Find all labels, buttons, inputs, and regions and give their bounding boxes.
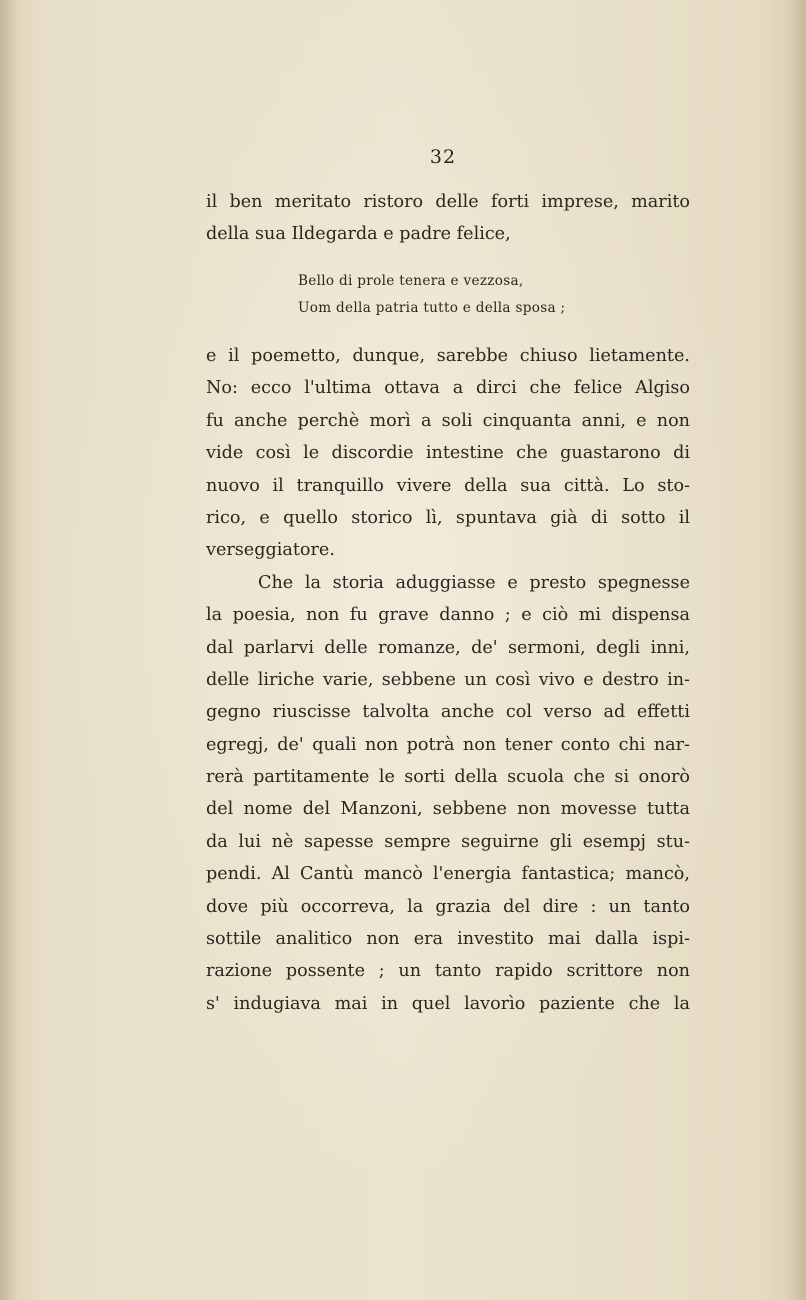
verse-quotation bbox=[298, 268, 618, 322]
page-left-edge bbox=[0, 0, 18, 1300]
paragraph-first-line: Che la storia aduggiasse e presto spegnesse bbox=[258, 572, 690, 593]
text-line: del nome del Manzoni, sebbene non movesse tutta bbox=[206, 799, 690, 820]
text-line: sottile analitico non era investito mai dalla ispi- bbox=[206, 929, 690, 950]
text-line: fu anche perchè morì a soli cinquanta anni, e non bbox=[206, 410, 690, 431]
verse-line: Bello di prole tenera e vezzosa, bbox=[298, 273, 524, 289]
text-line: delle liriche varie, sebbene un così vivo e destro in- bbox=[206, 669, 690, 690]
page-right-edge bbox=[788, 0, 806, 1300]
text-line: dove più occorreva, la grazia del dire : un tanto bbox=[206, 896, 690, 917]
text-line: verseggiatore. bbox=[206, 540, 335, 561]
text-line: il ben meritato ristoro delle forti imprese, marito bbox=[206, 192, 690, 212]
text-line: razione possente ; un tanto rapido scrittore non bbox=[206, 961, 690, 982]
body-text bbox=[206, 340, 690, 1020]
text-line: egregj, de' quali non potrà non tener conto chi nar- bbox=[206, 734, 690, 755]
text-line: rerà partitamente le sorti della scuola che si onorò bbox=[206, 767, 690, 788]
paragraph-continuation bbox=[206, 186, 690, 251]
text-line: rico, e quello storico lì, spuntava già di sotto il bbox=[206, 507, 690, 528]
text-line: della sua Ildegarda e padre felice, bbox=[206, 224, 511, 245]
text-line: e il poemetto, dunque, sarebbe chiuso lietamente. bbox=[206, 346, 690, 366]
text-line: s' indugiava mai in quel lavorìo paziente che la bbox=[206, 993, 690, 1014]
text-line: gegno riuscisse talvolta anche col verso ad effetti bbox=[206, 702, 690, 723]
page-number: 32 bbox=[429, 146, 457, 168]
text-line: la poesia, non fu grave danno ; e ciò mi dispensa bbox=[206, 605, 690, 626]
verse-line: Uom della patria tutto e della sposa ; bbox=[298, 300, 566, 316]
text-line: No: ecco l'ultima ottava a dirci che felice Algiso bbox=[206, 378, 690, 399]
text-line: vide così le discordie intestine che guastarono di bbox=[206, 443, 690, 464]
text-line: nuovo il tranquillo vivere della sua città. Lo sto- bbox=[206, 475, 690, 496]
text-line: dal parlarvi delle romanze, de' sermoni, degli inni, bbox=[206, 637, 690, 658]
text-line: pendi. Al Cantù mancò l'energia fantastica; mancò, bbox=[206, 864, 690, 885]
text-line: da lui nè sapesse sempre seguirne gli esempj stu- bbox=[206, 831, 690, 852]
